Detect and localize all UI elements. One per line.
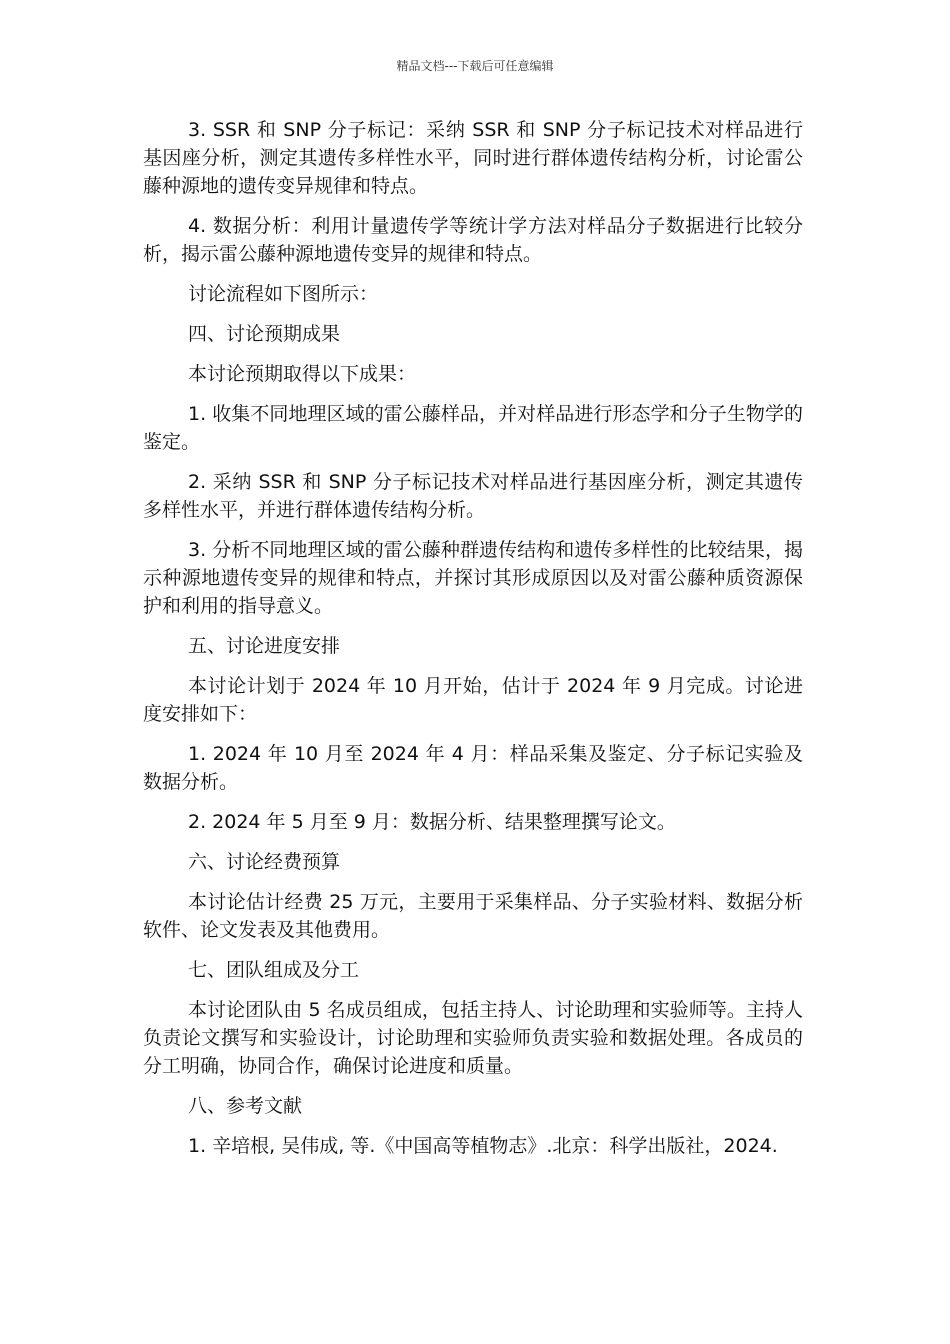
list-item-schedule-2: 2. 2024 年 5 月至 9 月：数据分析、结果整理撰写论文。 [188, 811, 676, 833]
paragraph-team: 本讨论团队由 5 名成员组成，包括主持人、讨论助理和实验师等。主持人负责论文撰写和实验设计，讨论助理和实验师负责实验和数据处理。各成员的分工明确，协同合作，确保讨论进度和质量。 [143, 999, 803, 1077]
section-heading-schedule: 五、讨论进度安排 [188, 635, 341, 657]
section-heading-team: 七、团队组成及分工 [188, 959, 360, 981]
paragraph-budget: 本讨论估计经费 25 万元，主要用于采集样品、分子实验材料、数据分析软件、论文发表及其他费用。 [143, 891, 803, 941]
list-item-result-3: 3. 分析不同地理区域的雷公藤种群遗传结构和遗传多样性的比较结果，揭示种源地遗传变异的规律和特点，并探讨其形成原因以及对雷公藤种质资源保护和利用的指导意义。 [143, 539, 803, 617]
list-item-result-1: 1. 收集不同地理区域的雷公藤样品，并对样品进行形态学和分子生物学的鉴定。 [143, 403, 803, 453]
paragraph-flow-intro: 讨论流程如下图所示： [188, 283, 379, 305]
list-item-result-2: 2. 采纳 SSR 和 SNP 分子标记技术对样品进行基因座分析，测定其遗传多样性水平，并进行群体遗传结构分析。 [143, 471, 803, 521]
section-heading-budget: 六、讨论经费预算 [188, 851, 341, 873]
paragraph-schedule-intro: 本讨论计划于 2024 年 10 月开始，估计于 2024 年 9 月完成。讨论进度安排如下： [143, 675, 803, 725]
section-heading-references: 八、参考文献 [188, 1095, 303, 1117]
paragraph-expected-intro: 本讨论预期取得以下成果： [188, 363, 417, 385]
reference-item-1: 1. 辛培根, 吴伟成, 等.《中国高等植物志》.北京：科学出版社，2024. [188, 1135, 778, 1157]
paragraph-ssr-snp-markers: 3. SSR 和 SNP 分子标记：采纳 SSR 和 SNP 分子标记技术对样品进行基因座分析，测定其遗传多样性水平，同时进行群体遗传结构分析，讨论雷公藤种源地的遗传变异规律和特点。 [143, 119, 803, 197]
paragraph-data-analysis: 4. 数据分析：利用计量遗传学等统计学方法对样品分子数据进行比较分析，揭示雷公藤种源地遗传变异的规律和特点。 [143, 215, 803, 265]
page-header: 精品文档---下载后可任意编辑 [396, 59, 554, 73]
section-heading-expected-results: 四、讨论预期成果 [188, 323, 341, 345]
document-body [143, 116, 803, 1172]
list-item-schedule-1: 1. 2024 年 10 月至 2024 年 4 月：样品采集及鉴定、分子标记实验及数据分析。 [143, 743, 803, 793]
